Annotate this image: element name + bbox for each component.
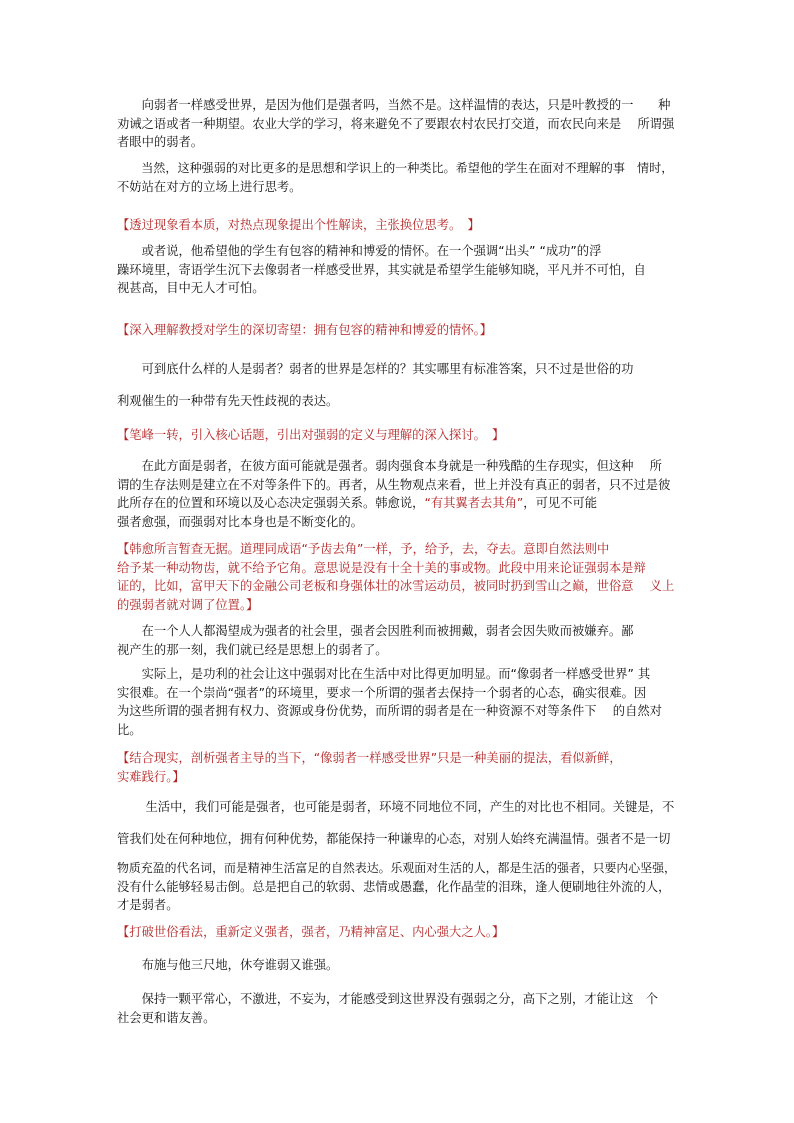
annotation-line: 实难践行。】	[117, 769, 185, 784]
text-line: 比。	[117, 722, 142, 737]
text-span: 此所存在的位置和环境以及心态决定强弱关系。韩愈说，	[117, 496, 425, 510]
text-line: 实很难。在一个崇尚“强者”的环境里，要求一个所谓的强者去保持一个弱者的心态，确实很难。因	[117, 685, 647, 700]
text-line: 谓的生存法则是建立在不对等条件下的。再者，从生物观点来看，世上并没有真正的弱者，只不过是彼	[117, 477, 671, 492]
annotation-2	[117, 321, 679, 340]
text-line: 视产生的那一刻，我们就已经是思想上的弱者了。	[117, 642, 388, 657]
text-span: ，可见不可能	[523, 496, 598, 510]
annotation-4	[117, 540, 679, 614]
paragraph-1	[117, 96, 679, 152]
text-line: 在一个人人都渴望成为强者的社会里，强者会因胜利而被拥戴，弱者会因失败而被嫌弃。鄙	[117, 624, 634, 638]
text-line: 社会更和谐友善。	[117, 1010, 216, 1025]
annotation-5	[117, 749, 679, 786]
text-line: 实际上，是功利的社会让这中强弱对比在生活中对比得更加明显。而“像弱者一样感受世界” 其	[117, 667, 651, 681]
text-line: 或者说，他希望他的学生有包容的精神和博爱的情怀。在一个强调“出头” “成功”的浮	[117, 244, 602, 258]
paragraph-8	[117, 665, 679, 739]
text-line: 在此方面是弱者，在彼方面可能就是强者。弱肉强食本身就是一种残酷的生存现实，但这种 所	[117, 459, 662, 473]
annotation-line: 【韩愈所言暂查无据。道理同成语“予齿去角”一样，予，给予，去，夺去。意即自然法则中	[117, 542, 610, 556]
paragraph-5	[117, 392, 679, 411]
text-line: 视甚高，目中无人才可怕。	[117, 281, 265, 295]
text-line: 向弱者一样感受世界，是因为他们是强者吗，当然不是。这样温情的表达，只是叶教授的一 种	[117, 98, 671, 112]
paragraph-9	[117, 798, 679, 817]
annotation-line: 【透过现象看本质，对热点现象提出个性解读，主张换位思考。 】	[117, 218, 480, 232]
text-line: 保持一颗平常心，不激进，不妄为，才能感受到这世界没有强弱之分，高下之别，才能让这 个	[117, 992, 659, 1006]
paragraph-12	[117, 956, 679, 975]
paragraph-10	[117, 830, 679, 849]
annotation-line: 给予某一种动物齿，就不给予它角。意思说是没有十全十美的事或物。此段中用来论证强弱本是辩	[117, 560, 646, 575]
text-line: 当然，这种强弱的对比更多的是思想和学识上的一种类比。希望他的学生在面对不理解的事 情时，	[117, 161, 674, 175]
annotation-6	[117, 923, 679, 942]
annotation-line: 【结合现实，剖析强者主导的当下，“像弱者一样感受世界”只是一种美丽的提法，看似新鲜，	[117, 751, 622, 765]
text-line: 强者愈强，而强弱对比本身也是不断变化的。	[117, 514, 363, 529]
paragraph-3	[117, 242, 679, 298]
text-line: 劝诫之语或者一种期望。农业大学的学习，将来避免不了要跟农村农民打交道，而农民向来是 所谓强	[117, 116, 675, 131]
text-line: 生活中，我们可能是强者，也可能是弱者，环境不同地位不同，产生的对比也不相同。关键是，不	[117, 800, 675, 814]
text-line: 布施与他三尺地，休夸谁弱又谁强。	[117, 958, 339, 972]
paragraph-2	[117, 159, 679, 196]
text-line: 利观催生的一种带有先天性歧视的表达。	[117, 394, 339, 408]
annotation-3	[117, 426, 679, 445]
text-line: 才是弱者。	[117, 898, 179, 912]
annotation-line: 【笔峰一转，引入核心话题，引出对强弱的定义与理解的深入探讨。 】	[117, 428, 505, 442]
paragraph-13	[117, 990, 679, 1027]
annotation-line: 【深入理解教授对学生的深切寄望：拥有包容的精神和博爱的情怀。】	[117, 323, 493, 337]
annotation-line: 证的，比如，富甲天下的金融公司老板和身强体壮的冰雪运动员，被同时扔到雪山之巅，世俗意 义上	[117, 579, 675, 593]
paragraph-11	[117, 859, 679, 915]
paragraph-6	[117, 457, 679, 531]
quote-span: “有其翼者去其角”	[424, 496, 524, 510]
annotation-line: 的强弱者就对调了位置。】	[117, 597, 259, 612]
text-line-with-quote	[117, 494, 679, 513]
text-line: 不妨站在对方的立场上进行思考。	[117, 179, 302, 194]
text-line: 物质充盈的代名词，而是精神生活富足的自然表达。乐观面对生活的人，都是生活的强者，只要内心坚强，	[117, 861, 676, 875]
paragraph-4	[117, 360, 679, 379]
text-line: 没有什么能够轻易击倒。总是把自己的软弱、悲情或愚蠢，化作晶莹的泪珠，逢人便刷地往外流的人，	[117, 879, 671, 894]
text-line: 为这些所谓的强者拥有权力、资源或身份优势，而所谓的弱者是在一种资源不对等条件下 的自然对	[117, 704, 662, 718]
text-line: 者眼中的弱者。	[117, 135, 204, 149]
text-line: 管我们处在何种地位，拥有何种优势，都能保持一种谦卑的心态，对别人始终充满温情。强者不是一切	[117, 832, 671, 846]
text-line: 可到底什么样的人是弱者？弱者的世界是怎样的？其实哪里有标准答案，只不过是世俗的功	[117, 362, 634, 376]
paragraph-7	[117, 622, 679, 659]
annotation-line: 【打破世俗看法，重新定义强者，强者，乃精神富足、内心强大之人。】	[117, 925, 505, 939]
annotation-1	[117, 216, 679, 235]
text-line: 躁环境里，寄语学生沉下去像弱者一样感受世界，其实就是希望学生能够知晓，平凡并不可怕，自	[117, 262, 646, 277]
